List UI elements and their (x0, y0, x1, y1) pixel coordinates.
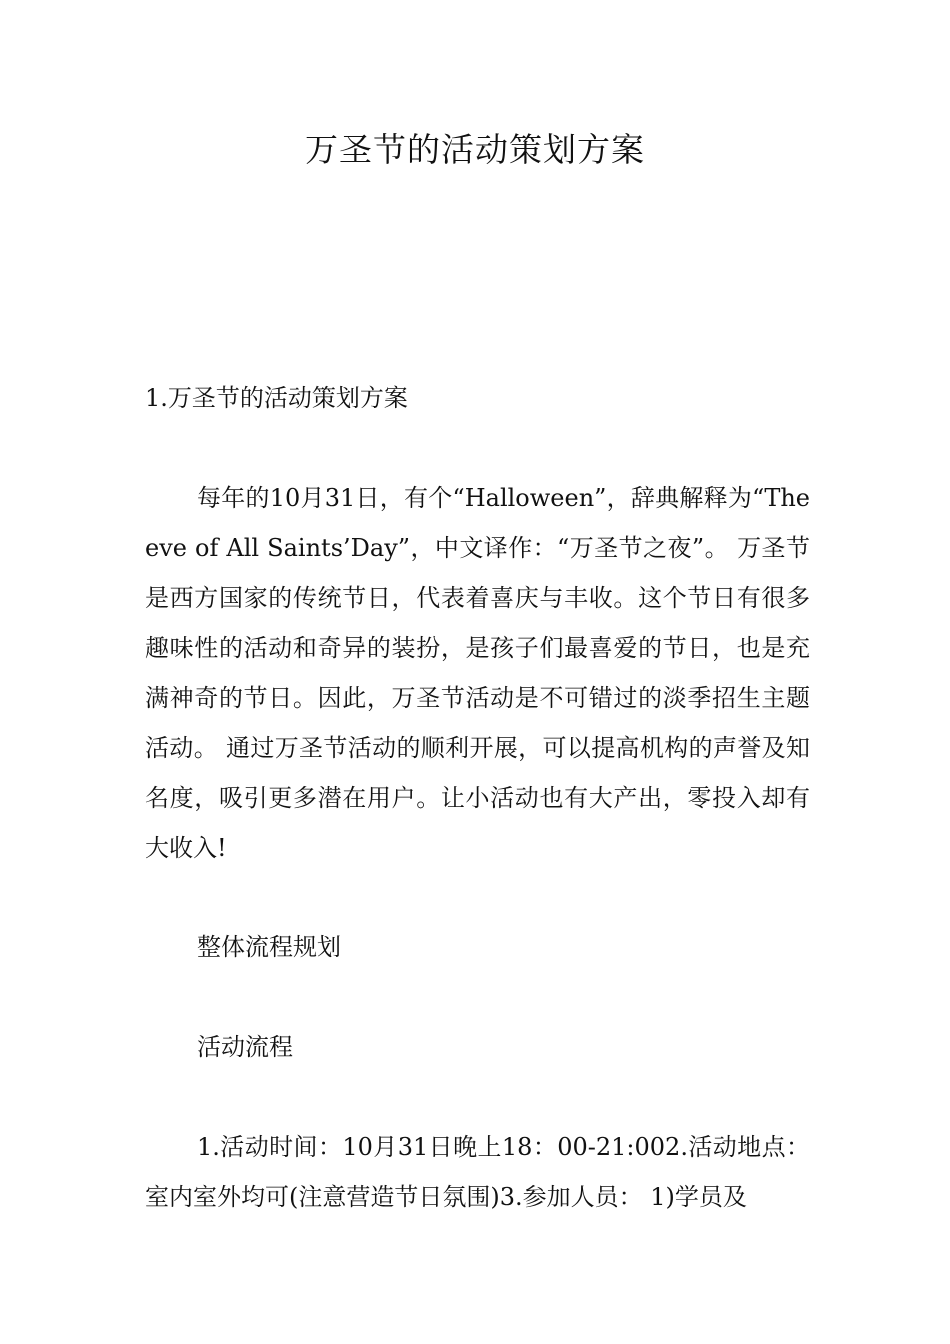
section-heading: 1.万圣节的活动策划方案 (145, 384, 408, 412)
overall-flow-heading: 整体流程规划 (197, 933, 341, 961)
activity-process-heading: 活动流程 (197, 1033, 293, 1061)
document-title: 万圣节的活动策划方案 (305, 130, 645, 169)
intro-paragraph: 每年的10月31日，有个“Halloween”，辞典解释为“The eve of All Saints’Day”，中文译作：“万圣节之夜”。 万圣节是西方国家的传统节日，代表着喜庆与丰收。这个节日有很多趣味性的活动和奇异的装扮，是孩子们最喜爱的节日，也是充满神奇的节日。因此，万圣节活动是不可错过的淡季招生主题活动。 通过万圣节活动的顺利开展，可以提高机构的声誉及知名度，吸引更多潜在用户。让小活动也有大产出，零投入却有大收入! (145, 484, 810, 862)
activity-details-paragraph: 1.活动时间：10月31日晚上18：00-21:002.活动地点：室内室外均可(注意营造节日氛围)3.参加人员： 1)学员及 (145, 1133, 810, 1211)
